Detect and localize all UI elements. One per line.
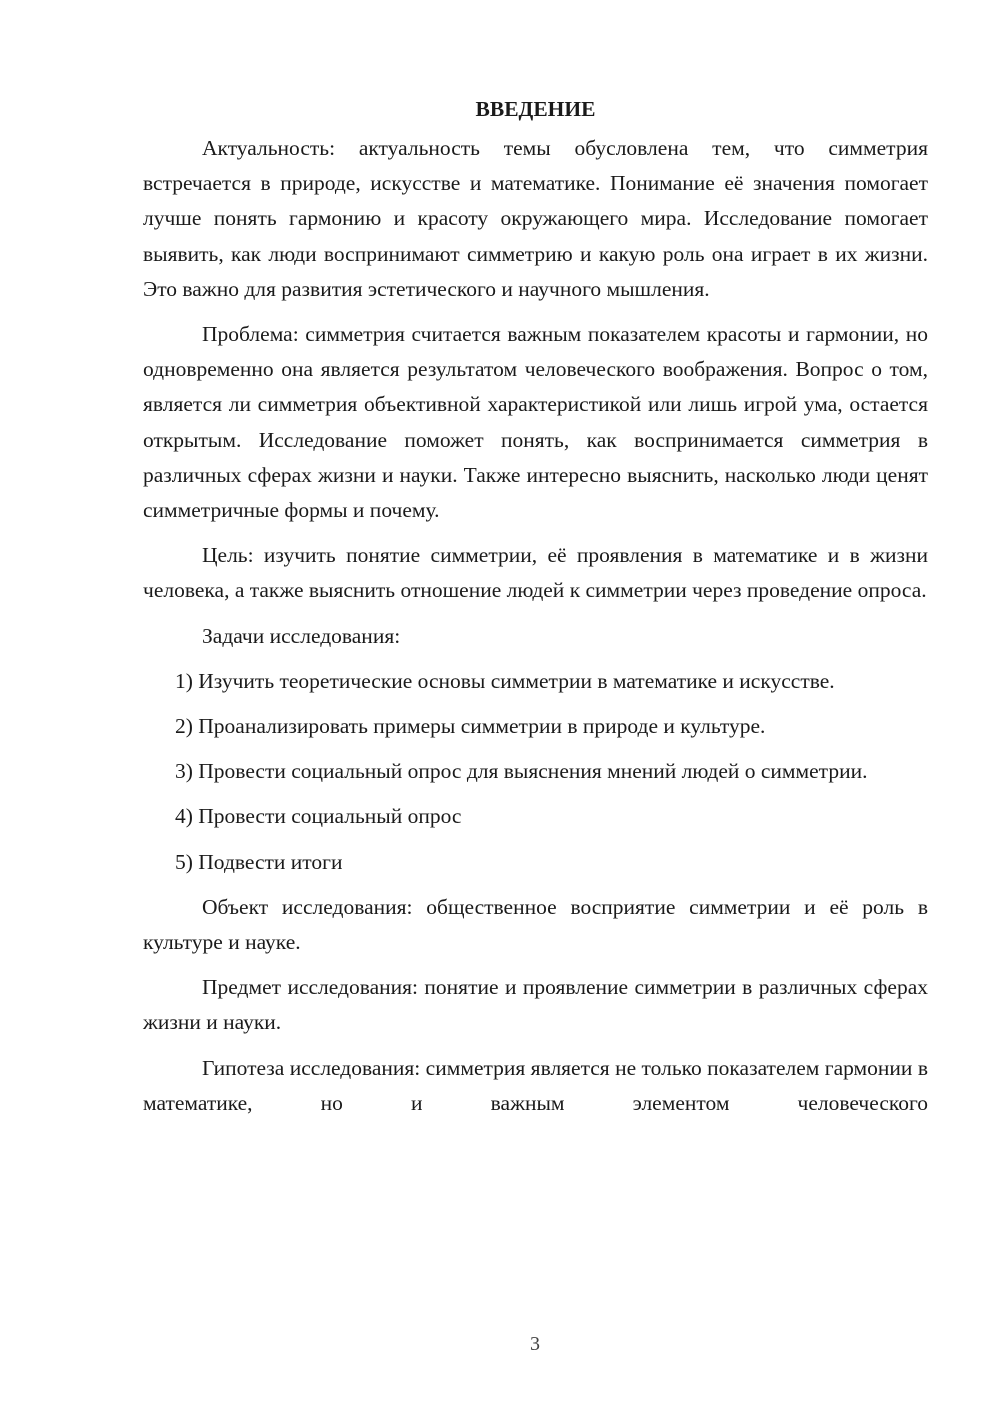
paragraph-tasks-intro: Задачи исследования: <box>202 623 401 648</box>
task-item-4: 4) Провести социальный опрос <box>175 804 462 829</box>
paragraph-relevance: Актуальность: актуальность темы обусловлена тем, что симметрия встречается в природе, искусстве и математике. Понимание её значения помогает лучше понять гармонию и красоту окружающего мира. Исследование помогает выявить, как люди воспринимают симметрию и какую роль она играет в их жизни. Это важно для развития эстетического и научного мышления. <box>143 136 928 301</box>
task-item-1: 1) Изучить теоретические основы симметрии в математике и искусстве. <box>175 668 835 693</box>
page-number: 3 <box>530 1333 540 1355</box>
paragraph-object: Объект исследования: общественное восприятие симметрии и её роль в культуре и науке. <box>143 894 928 955</box>
paragraph-problem: Проблема: симметрия считается важным показателем красоты и гармонии, но одновременно она является результатом человеческого воображения. Вопрос о том, является ли симметрия объективной характеристикой или лишь игрой ума, остается открытым. Исследование поможет понять, как воспринимается симметрия в различных сферах жизни и науки. Также интересно выяснить, насколько люди ценят симметричные формы и почему. <box>143 322 928 523</box>
paragraph-hypothesis: Гипотеза исследования: симметрия является не только показателем гармонии в математике, но и важным элементом человеческого <box>143 1055 928 1115</box>
section-heading: ВВЕДЕНИЕ <box>475 97 596 121</box>
paragraph-subject: Предмет исследования: понятие и проявление симметрии в различных сферах жизни и науки. <box>143 975 928 1035</box>
paragraph-goal: Цель: изучить понятие симметрии, её проявления в математике и в жизни человека, а также выяснить отношение людей к симметрии через проведение опроса. <box>143 543 928 603</box>
task-item-3: 3) Провести социальный опрос для выяснения мнений людей о симметрии. <box>175 759 868 784</box>
task-item-5: 5) Подвести итоги <box>175 849 343 874</box>
page-content <box>143 92 928 1121</box>
task-item-2: 2) Проанализировать примеры симметрии в природе и культуре. <box>175 714 766 739</box>
